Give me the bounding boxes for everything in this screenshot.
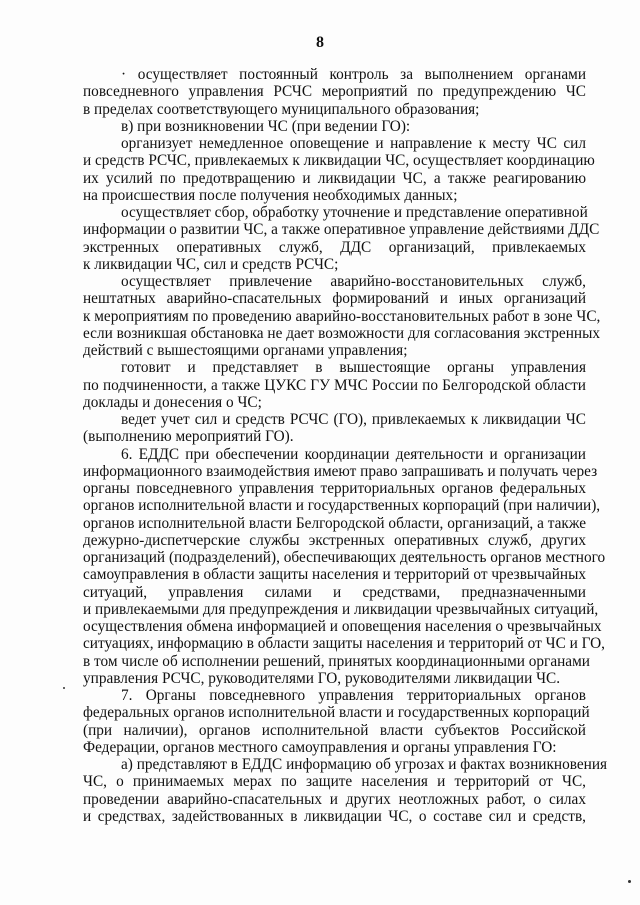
text-line: осуществления обмена информацией и оповещения населения о чрезвычайных	[83, 618, 602, 635]
text-line: по подчиненности, а также ЦУКС ГУ МЧС России по Белгородской области	[83, 376, 586, 394]
text-line: · осуществляет постоянный контроль за выполнением органами	[121, 66, 586, 83]
text-line: если возникшая обстановка не дает возможности для согласования экстренных	[83, 324, 601, 342]
text-line: (выполнению мероприятий ГО).	[83, 428, 294, 446]
text-line: дежурно-диспетчерские службы экстренных оперативных служб, других	[83, 531, 586, 549]
text-line: в том числе об исполнении решений, принятых координационными органами	[83, 652, 590, 670]
text-line: ведет учет сил и средств РСЧС (ГО), привлекаемых к ликвидации ЧС	[121, 411, 586, 428]
text-line: управления РСЧС, руководителями ГО, руководителями ликвидации ЧС.	[83, 669, 561, 687]
text-line: органов исполнительной власти и государственных корпораций (при наличии),	[83, 497, 601, 515]
document-body	[83, 66, 608, 825]
text-line: информации о развитии ЧС, а также оперативное управление действиями ДДС	[83, 221, 600, 239]
text-line: доклады и донесения о ЧС;	[83, 393, 262, 411]
text-line: к ликвидации ЧС, сил и средств РСЧС;	[83, 255, 339, 273]
text-line: ситуациях, информацию в области защиты населения и территорий от ЧС и ГО,	[83, 635, 605, 653]
text-line: а) представляют в ЕДДС информацию об угрозах и фактах возникновения	[121, 756, 608, 773]
text-line: в) при возникновении ЧС (при ведении ГО):	[121, 117, 411, 135]
text-line: федеральных органов исполнительной власти и государственных корпораций	[83, 704, 590, 722]
text-line: осуществляет привлечение аварийно-восстановительных служб,	[121, 273, 586, 290]
text-line: ситуаций, управления силами и средствами, предназначенными	[83, 583, 586, 601]
text-line: органы повседневного управления территориальных органов федеральных	[83, 480, 586, 497]
text-line: и привлекаемыми для предупреждения и ликвидации чрезвычайных ситуаций,	[83, 600, 599, 618]
text-line: организаций (подразделений), обеспечивающих деятельность органов местного	[83, 549, 606, 566]
text-line: действий с вышестоящими органами управления;	[83, 342, 408, 359]
text-line: 7. Органы повседневного управления территориальных органов	[121, 687, 586, 704]
text-line: нештатных аварийно-спасательных формирований и иных организаций	[83, 290, 586, 308]
text-line: осуществляет сбор, обработку уточнение и представление оперативной	[121, 204, 588, 221]
text-line: (при наличии), органов исполнительной власти субъектов Российской	[83, 721, 586, 739]
text-line: проведении аварийно-спасательных и других неотложных работ, о силах	[83, 790, 586, 808]
text-line: готовит и представляет в вышестоящие органы управления	[121, 359, 586, 377]
text-line: повседневного управления РСЧС мероприятий по предупреждению ЧС	[83, 83, 586, 101]
text-line: их усилий по предотвращению и ликвидации ЧС, а также реагированию	[83, 169, 586, 187]
text-line: организует немедленное оповещение и направление к месту ЧС сил	[121, 135, 586, 152]
page-number: 8	[316, 34, 324, 51]
text-line: и средств РСЧС, привлекаемых к ликвидации ЧС, осуществляет координацию	[83, 152, 595, 170]
text-line: экстренных оперативных служб, ДДС организаций, привлекаемых	[83, 238, 586, 256]
text-line: 6. ЕДДС при обеспечении координации деятельности и организации	[121, 445, 586, 463]
scan-speck	[63, 687, 65, 689]
text-line: органов исполнительной власти Белгородской области, организаций, а также	[83, 514, 586, 532]
text-line: самоуправления в области защиты населения и территорий от чрезвычайных	[83, 566, 586, 584]
scan-speck	[628, 880, 631, 883]
text-line: на происшествия после получения необходимых данных;	[83, 186, 458, 204]
text-line: информационного взаимодействия имеют право запрашивать и получать через	[83, 462, 598, 480]
text-line: в пределах соответствующего муниципального образования;	[83, 100, 480, 118]
text-line: к мероприятиям по проведению аварийно-восстановительных работ в зоне ЧС,	[83, 307, 601, 325]
text-line: и средствах, задействованных в ликвидации ЧС, о составе сил и средств,	[83, 807, 586, 825]
text-line: Федерации, органов местного самоуправления и органы управления ГО:	[83, 738, 557, 756]
text-line: ЧС, о принимаемых мерах по защите населения и территорий от ЧС,	[83, 773, 586, 791]
